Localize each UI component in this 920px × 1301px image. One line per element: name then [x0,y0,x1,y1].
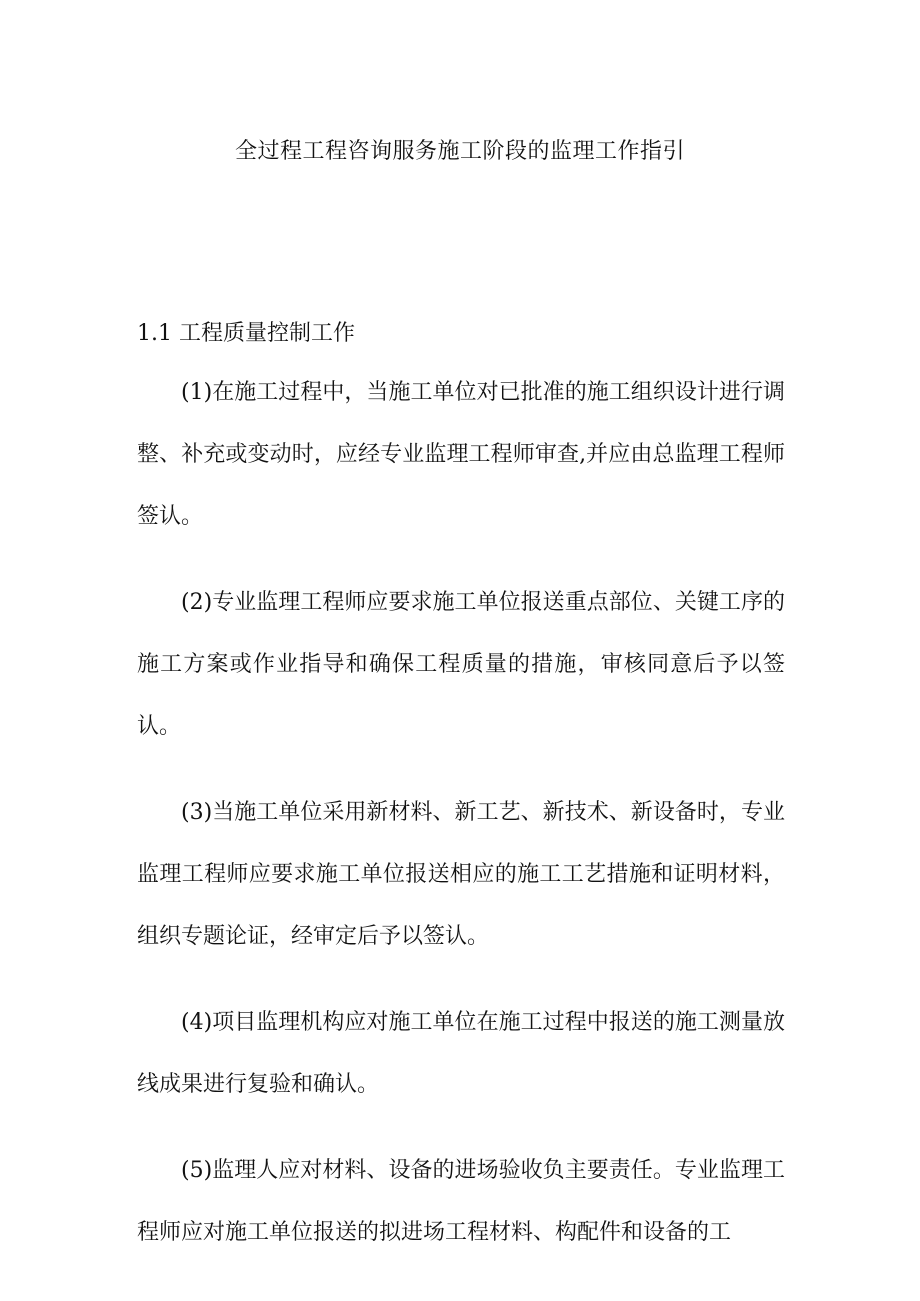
paragraph-3: (3)当施工单位采用新材料、新工艺、新技术、新设备时，专业监理工程师应要求施工单位报送相应的施工工艺措施和证明材料，组织专题论证，经审定后予以签认。 [137,800,785,949]
paragraph-4: (4)项目监理机构应对施工单位在施工过程中报送的施工测量放线成果进行复验和确认。 [137,1010,785,1097]
paragraph-5: (5)监理人应对材料、设备的进场验收负主要责任。专业监理工程师应对施工单位报送的拟进场工程材料、构配件和设备的工 [137,1158,785,1245]
section-heading: 1.1 工程质量控制工作 [137,321,355,346]
paragraph-2: (2)专业监理工程师应要求施工单位报送重点部位、关键工序的施工方案或作业指导和确保工程质量的措施，审核同意后予以签认。 [137,590,785,739]
paragraph-1: (1)在施工过程中，当施工单位对已批准的施工组织设计进行调整、补充或变动时，应经专业监理工程师审查,并应由总监理工程师签认。 [137,380,785,529]
document-title: 全过程工程咨询服务施工阶段的监理工作指引 [234,139,685,164]
document-body [137,362,785,1288]
